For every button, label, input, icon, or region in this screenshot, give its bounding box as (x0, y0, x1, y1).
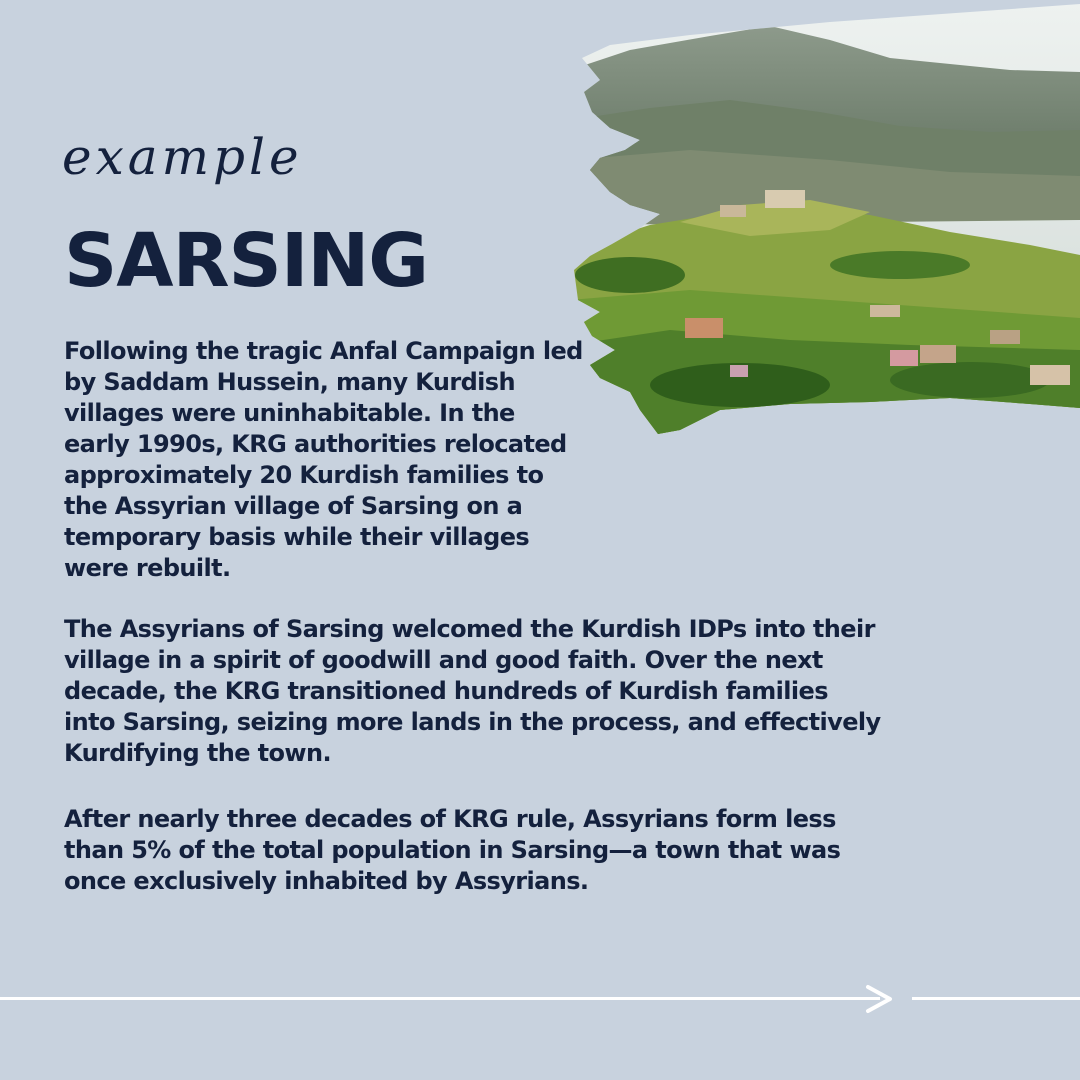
paragraph-2: The Assyrians of Sarsing welcomed the Kurdish IDPs into their village in a spirit of goodwill and good faith. Over the next decade, the KRG transitioned hundreds of Kurdish families into Sarsing, seizing more lands in the process, and effectively Kurdifying the town. (64, 615, 881, 767)
eyebrow-label: example (62, 128, 303, 186)
page-title: SARSING (64, 218, 429, 304)
paragraph-3: After nearly three decades of KRG rule, Assyrians form less than 5% of the total population in Sarsing—a town that was once exclusively inhabited by Assyrians. (64, 805, 841, 895)
village-landscape-photo (570, 0, 1080, 440)
arrow-right-icon[interactable] (860, 983, 896, 1015)
arrow-tail-line (912, 997, 1080, 1000)
paragraph-1: Following the tragic Anfal Campaign led by Saddam Hussein, many Kurdish villages were uninhabitable. In the early 1990s, KRG authorities relocated approximately 20 Kurdish families to the Assyrian village of Sarsing on a temporary basis while their villages were rebuilt. (64, 337, 583, 582)
arrow-line (0, 997, 880, 1000)
